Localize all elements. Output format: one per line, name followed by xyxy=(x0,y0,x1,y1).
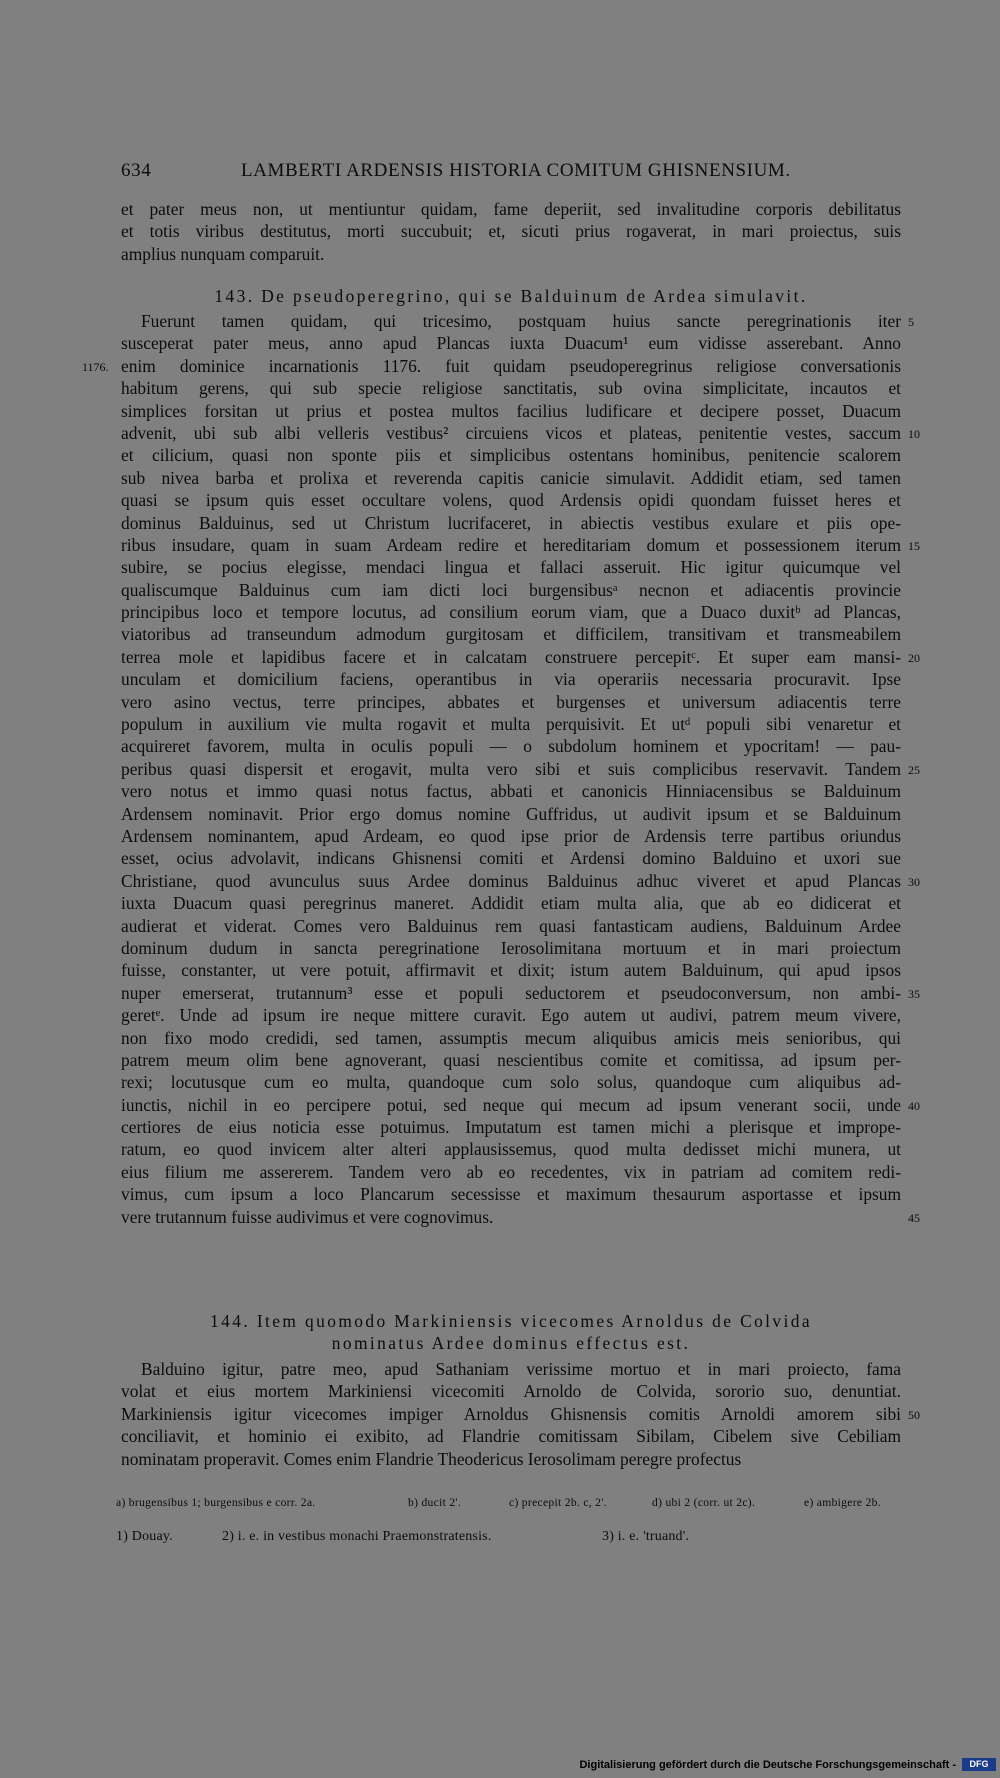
text-line-content: terrea mole et lapidibus facere et in calcatam construere percepitᶜ. Et super eam mansi- xyxy=(121,646,901,667)
page-number: 634 xyxy=(121,160,152,181)
text-line-content: acquireret favorem, multa in oculis populi — o subdolum hominem et ypocritam! — pau- xyxy=(121,736,901,757)
text-line xyxy=(121,1161,901,1183)
line-number: 5 xyxy=(908,315,914,329)
text-line: amplius nunquam comparuit. xyxy=(121,243,325,264)
text-line xyxy=(121,870,920,892)
text-line: et pater meus non, ut mentiuntur quidam, fame deperiit, sed invalitudine corporis debilitatus xyxy=(121,199,901,219)
text-line-content: quasi se ipsum quis esset occultare volens, quod Ardensis opidi quondam fuisset heres et xyxy=(121,490,901,511)
text-line xyxy=(121,422,920,444)
text-line xyxy=(121,377,901,399)
heading-143: 143. De pseudoperegrino, qui se Balduinum de Ardea simulavit. xyxy=(214,286,808,306)
text-line-content: geretᵉ. Unde ad ipsum ire neque mittere curavit. Ego autem ut audivi, patrem meum vivere, xyxy=(121,1005,901,1026)
text-line xyxy=(121,735,901,757)
text-line-content: nominatam properavit. Comes enim Flandrie Theodericus Ierosolimam peregre profectus xyxy=(121,1448,742,1469)
text-line xyxy=(121,803,901,825)
text-line-content: rexi; locutusque cum eo multa, quandoque cum solo solus, quandoque cum aliquibus ad- xyxy=(121,1072,901,1093)
text-line xyxy=(121,1358,901,1380)
text-line-content: esset, ocius advolavit, indicans Ghisnensi comiti et Ardensi domino Balduino et uxori sue xyxy=(121,848,901,869)
line-number: 20 xyxy=(908,650,920,665)
text-block-144 xyxy=(121,1358,920,1470)
text-line-content: eius filium me assererem. Tandem vero ab eo recedentes, vix in patriam ad comitem redi- xyxy=(121,1161,901,1182)
text-line-content: ribus insudare, quam in suam Ardeam redire et hereditariam domum et possessionem iterum xyxy=(121,534,901,555)
text-line xyxy=(121,623,901,645)
line-number: 35 xyxy=(908,986,920,1001)
text-line xyxy=(121,959,901,981)
note-2: 2) i. e. in vestibus monachi Praemonstratensis. xyxy=(222,1529,492,1544)
text-line-content: fuisse, constanter, ut vere potuit, affirmavit et dixit; istum autem Balduinum, qui apud ipsos xyxy=(121,960,901,981)
text-line-content: advenit, ubi sub albi velleris vestibus² circuiens vicos et plateas, penitentie vestes, saccum xyxy=(121,422,901,443)
text-line xyxy=(121,1380,901,1402)
text-line-content: subire, se pocius elegisse, mendaci lingua et fallaci asseruit. Hic igitur quicumque vel xyxy=(121,557,901,578)
text-line-content: peribus quasi dispersit et erogavit, multa vero sibi et suis complicibus reservavit. Tandem xyxy=(121,758,901,779)
note-3: 3) i. e. 'truand'. xyxy=(602,1529,690,1544)
text-line xyxy=(121,1183,901,1205)
text-line-content: principibus loco et tempore locutus, ad consilium eorum viam, que a Duaco duxitᵇ ad Plancas, xyxy=(121,602,901,623)
text-block-143 xyxy=(82,310,920,1228)
text-line-content: vere trutannum fuisse audivimus et vere cognovimus. xyxy=(121,1206,494,1227)
text-line xyxy=(121,332,901,354)
heading-144-line-1: 144. Item quomodo Markiniensis vicecomes Arnoldus de Colvida xyxy=(210,1311,812,1331)
text-line xyxy=(121,1206,920,1228)
heading-144-line-2: nominatus Ardee dominus effectus est. xyxy=(331,1333,691,1354)
text-line xyxy=(121,668,901,690)
text-line xyxy=(121,847,901,869)
text-line xyxy=(121,1027,901,1049)
text-line xyxy=(121,579,901,601)
text-line xyxy=(121,892,901,914)
text-line-content: et cilicium, quasi non sponte piis et simplicibus ostentans hominibus, penitencie scalorem xyxy=(121,445,901,466)
line-number: 25 xyxy=(908,762,920,777)
apparatus-note-a: a) brugensibus 1; burgensibus e corr. 2a. xyxy=(116,1496,316,1509)
text-line-content: susceperat pater meus, anno apud Plancas iuxta Duacum¹ eum vidisse asserebant. Anno xyxy=(121,333,901,354)
text-line xyxy=(121,1094,920,1116)
section-heading-144 xyxy=(121,1310,901,1355)
dfg-credit-text: Digitalisierung gefördert durch die Deutsche Forschungsgemeinschaft - xyxy=(579,1759,956,1771)
text-line xyxy=(121,1425,901,1447)
text-line-content: nuper emerserat, trutannum³ esse et populi seductorem et pseudoconversum, non ambi- xyxy=(121,982,901,1003)
text-line-content: dominus Balduinus, sed ut Christum lucrifaceret, in abiectis vestibus exulare et piis ope- xyxy=(121,512,901,533)
text-line-content: iuxta Duacum quasi peregrinus maneret. Addidit etiam multa alia, que ab eo didicerat et xyxy=(121,893,901,914)
text-line-content: dominum dudum in sancta peregrinatione Ierosolimitana mortuum et in mari proiectum xyxy=(121,937,901,958)
text-line xyxy=(121,937,901,959)
text-line-content: ratum, eo quod invicem alter alteri applausissemus, quod multa dedisset michi munera, ut xyxy=(121,1139,901,1160)
text-line-content: habitum gerens, qui sub specie religiose sanctitatis, sub ovina simplicitate, incautos et xyxy=(121,378,901,399)
text-line-content: viatoribus ad transeundum admodum gurgitosam et difficilem, transitivam et transmeabilem xyxy=(121,624,901,645)
running-title: LAMBERTI ARDENSIS HISTORIA COMITUM GHISNENSIUM. xyxy=(241,160,791,181)
text-line-content: certiores de eius noticia esse potuimus. Imputatum est tamen michi a plerisque et imprope- xyxy=(121,1117,901,1138)
section-heading-143 xyxy=(121,285,901,307)
text-line-content: Balduino igitur, patre meo, apud Sathaniam verissime mortuo et in mari proiecto, fama xyxy=(141,1359,901,1379)
text-line-content: qualiscumque Balduinus cum iam dicti loci burgensibusᵃ necnon et adiacentis provincie xyxy=(121,579,901,600)
text-line-content: simplices forsitan ut prius et postea multos facilius ludificare et decipere posset, Duacum xyxy=(121,400,901,421)
dfg-logo: DFG xyxy=(962,1758,996,1771)
text-line-content: Ardensem nominantem, apud Ardeam, eo quod ipse prior de Ardensis terre partibus oriundus xyxy=(121,825,901,846)
text-line-content: sub nivea barba et prolixa et reverenda capitis canicie simulavit. Addidit etiam, sed tamen xyxy=(121,467,901,488)
text-line-content: patrem meum olim bene agnoverant, quasi nescientibus comite et comitissa, ad ipsum per- xyxy=(121,1049,901,1070)
text-line xyxy=(121,489,901,511)
margin-year-note: 1176. xyxy=(82,359,109,374)
text-line-content: vero asino vectus, terre principes, abbates et burgenses et universum adiacentis terre xyxy=(121,691,901,712)
apparatus-note-e: e) ambigere 2b. xyxy=(804,1496,881,1509)
text-line xyxy=(121,825,901,847)
text-line-content: vero notus et immo quasi notus factus, abbati et canonicis Hinniacensibus se Balduinum xyxy=(121,781,901,802)
text-line-content: populum in auxilium vie multa rogavit et multa perquisivit. Et utᵈ populi sibi venaretur et xyxy=(121,714,901,735)
note-1: 1) Douay. xyxy=(116,1529,173,1544)
text-line-content: audierat et viderat. Comes vero Balduinus rem quasi fantasticam audiens, Balduinum Ardee xyxy=(121,915,901,936)
text-line xyxy=(121,713,901,735)
apparatus-note-c: c) precepit 2b. c, 2'. xyxy=(509,1496,607,1509)
text-line xyxy=(121,310,914,332)
text-line: et totis viribus destitutus, morti succubuit; et, sicuti prius rogaverat, in mari proiectus, suis xyxy=(121,221,901,242)
text-line-content: Ardensem nominavit. Prior ergo domus nomine Guffridus, ut audivit ipsum et se Balduinum xyxy=(121,803,901,824)
line-number: 30 xyxy=(908,874,920,889)
text-block-continuation xyxy=(121,198,901,265)
text-line-content: Christiane, quod avunculus suus Ardee dominus Balduinus adhuc viveret et apud Plancas xyxy=(121,870,901,891)
text-line xyxy=(121,512,901,534)
text-line xyxy=(121,556,901,578)
text-line xyxy=(121,444,901,466)
text-line xyxy=(121,915,901,937)
text-line-content: volat et eius mortem Markiniensi vicecomiti Arnoldo de Colvida, sororio suo, denuntiat. xyxy=(121,1381,901,1402)
text-line-content: iunctis, nichil in eo percipere potui, sed neque qui mecum ad ipsum venerant socii, unde xyxy=(121,1094,901,1115)
text-line xyxy=(121,1004,901,1026)
line-number: 40 xyxy=(908,1098,920,1113)
text-line-content: Fuerunt tamen quidam, qui tricesimo, postquam huius sancte peregrinationis iter xyxy=(141,311,901,331)
text-line xyxy=(82,355,901,377)
text-line xyxy=(121,780,901,802)
text-line xyxy=(121,1116,901,1138)
text-line xyxy=(121,646,920,668)
text-line xyxy=(121,691,901,713)
text-line-content: vimus, cum ipsum a loco Plancarum secessisse et maximum thesaurum asportasse et ipsum xyxy=(121,1184,901,1205)
text-line-content: unculam et domicilium faciens, operantibus in via operariis necessaria procuravit. Ipse xyxy=(121,669,901,690)
text-line xyxy=(121,1049,901,1071)
text-line xyxy=(121,1448,901,1470)
apparatus-note-b: b) ducit 2'. xyxy=(408,1496,462,1509)
line-number: 45 xyxy=(908,1210,920,1225)
dfg-credit-bar xyxy=(579,1758,996,1772)
line-number: 15 xyxy=(908,538,920,553)
text-line-content: conciliavit, et hominio ei exibito, ad Flandrie comitissam Sibilam, Cibelem sive Cebiliam xyxy=(121,1426,901,1447)
text-line xyxy=(121,758,920,780)
text-line xyxy=(121,982,920,1004)
text-line xyxy=(121,1138,901,1160)
text-line xyxy=(121,1071,901,1093)
apparatus-note-d: d) ubi 2 (corr. ut 2c). xyxy=(652,1496,756,1509)
text-line xyxy=(121,534,920,556)
text-line xyxy=(121,400,901,422)
text-line xyxy=(121,601,901,623)
text-line xyxy=(121,1403,920,1425)
page-header xyxy=(121,160,901,184)
text-line-content: enim dominice incarnationis 1176. fuit quidam pseudoperegrinus religiose conversationis xyxy=(121,355,901,376)
line-number: 10 xyxy=(908,426,920,441)
line-number: 50 xyxy=(908,1407,920,1422)
text-line-content: Markiniensis igitur vicecomes impiger Arnoldus Ghisnensis comitis Arnoldi amorem sibi xyxy=(121,1403,901,1424)
text-line xyxy=(121,467,901,489)
text-line-content: non fixo modo credidi, sed tamen, assumptis mecum aliquibus amicis meis senioribus, qui xyxy=(121,1027,901,1048)
